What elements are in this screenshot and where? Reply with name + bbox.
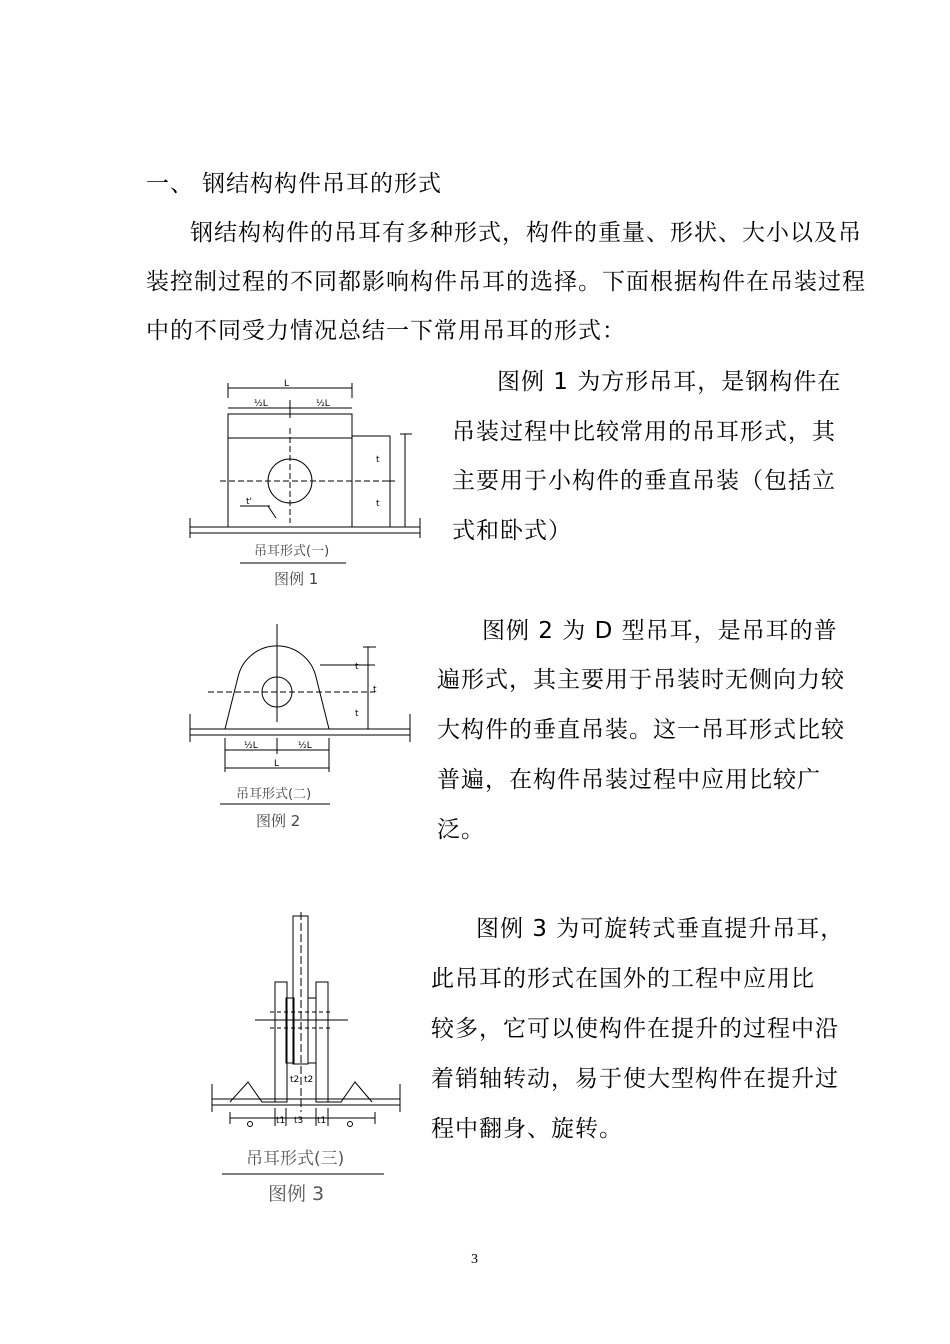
fig3-dim-t2-right: t2 (304, 1075, 314, 1085)
fig2-dim-half-left: ½L (244, 741, 258, 751)
fig2-line-3: 大构件的垂直吊装。这一吊耳形式比较 (437, 717, 845, 743)
fig1-dim-half-left: ½L (254, 399, 268, 409)
fig2-dim-L: L (274, 759, 280, 769)
fig2-line-1: 图例 2 为 D 型吊耳，是吊耳的普 (482, 618, 838, 644)
section-number: 一、 (146, 171, 194, 197)
fig3-label: 图例 3 (268, 1183, 325, 1205)
fig3-caption: 吊耳形式(三) (246, 1149, 345, 1169)
fig3-line-3: 较多，它可以使构件在提升的过程中沿 (431, 1016, 839, 1042)
intro-line-1: 钢结构构件的吊耳有多种形式，构件的重量、形状、大小以及吊 (190, 220, 862, 246)
fig3-line-4: 着销轴转动，易于使大型构件在提升过 (431, 1066, 839, 1092)
fig1-dim-half-right: ½L (316, 399, 330, 409)
fig2-dim-t-top: t (355, 662, 359, 672)
fig1-caption: 吊耳形式(一) (254, 544, 330, 559)
fig3-line-2: 此吊耳的形式在国外的工程中应用比 (431, 966, 815, 992)
fig1-drawing (180, 378, 430, 593)
fig2-line-2: 遍形式，其主要用于吊装时无侧向力较 (437, 667, 845, 693)
fig2-drawing (180, 622, 430, 837)
fig3-drawing (200, 912, 415, 1212)
fig1-dim-t-bottom: t (376, 499, 380, 509)
fig3-line-5: 程中翻身、旋转。 (431, 1116, 623, 1142)
intro-line-2: 装控制过程的不同都影响构件吊耳的选择。下面根据构件在吊装过程 (146, 269, 866, 295)
fig1-line-4: 式和卧式） (452, 518, 572, 544)
page-number: 3 (471, 1252, 478, 1267)
fig1-line-3: 主要用于小构件的垂直吊装（包括立 (452, 468, 836, 494)
fig2-line-4: 普遍，在构件吊装过程中应用比较广 (437, 767, 821, 793)
fig2-dim-half-right: ½L (298, 741, 312, 751)
fig2-label: 图例 2 (256, 812, 301, 830)
fig3-dim-t2-left: t2 (290, 1075, 300, 1085)
fig1-dim-tprime: t' (246, 497, 253, 507)
fig2-dim-t-bottom: t (355, 709, 359, 719)
fig1-dim-L: L (284, 379, 290, 389)
fig1-line-2: 吊装过程中比较常用的吊耳形式，其 (452, 419, 836, 445)
fig1-line-1: 图例 1 为方形吊耳，是钢构件在 (497, 369, 842, 395)
fig3-dim-t1-right: t1 (317, 1116, 327, 1126)
intro-line-3: 中的不同受力情况总结一下常用吊耳的形式： (146, 318, 626, 344)
fig1-label: 图例 1 (274, 570, 319, 588)
fig3-dim-t1-left: t1 (276, 1116, 286, 1126)
fig2-line-5: 泛。 (437, 817, 485, 843)
fig3-dim-t3: t3 (294, 1116, 304, 1126)
fig3-line-1: 图例 3 为可旋转式垂直提升吊耳， (476, 916, 845, 942)
fig1-dim-t-top: t (376, 455, 380, 465)
section-title: 钢结构构件吊耳的形式 (202, 171, 442, 197)
fig2-caption: 吊耳形式(二) (236, 787, 312, 802)
fig2-dim-t-mid: t (373, 685, 377, 695)
